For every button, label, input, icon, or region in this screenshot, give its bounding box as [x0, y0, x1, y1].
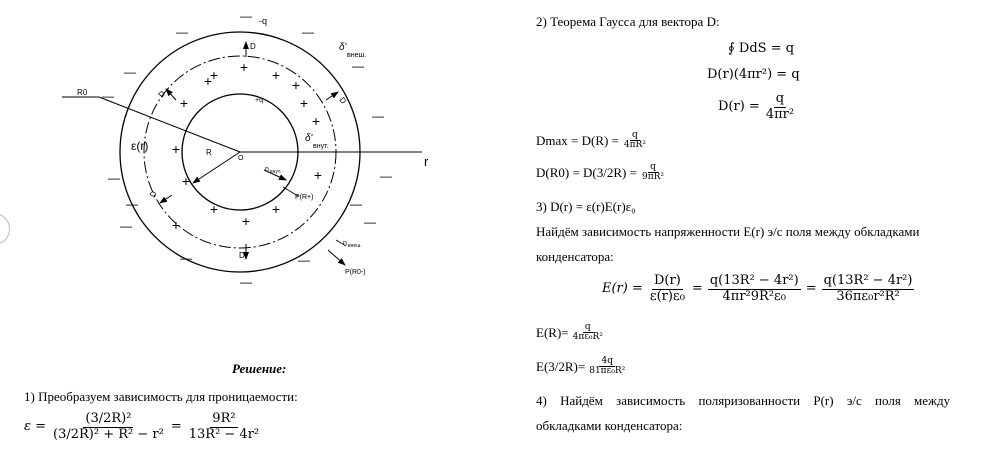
plus-charge: + — [209, 201, 219, 217]
er-f2-den: 4πr²9R²ε₀ — [722, 288, 786, 304]
e32-num: 4q — [601, 356, 613, 366]
er-eq-1: = — [691, 281, 703, 297]
er-f1-num: D(r) — [654, 273, 681, 288]
gauss-eq-2: D(r)(4πr²) = q — [707, 67, 800, 82]
D-arrow-left-down — [160, 195, 172, 203]
step2-text: 2) Теорема Гаусса для вектора D: — [536, 14, 720, 29]
minus-charge: — — [120, 219, 132, 233]
minus-charge: — — [240, 275, 252, 289]
plus-charge: + — [313, 167, 323, 183]
eps-label: ε(r) — [131, 139, 149, 153]
step3-text: 3) D(r) = ε(r)E(r)ε₀ — [536, 199, 636, 214]
R-label: R — [206, 148, 212, 157]
eR-lhs: E(R)= — [536, 324, 569, 340]
plus-charge: + — [203, 73, 213, 89]
n-int-sub: внут. — [270, 169, 282, 175]
O-label: O — [238, 155, 244, 162]
plus-charge: + — [239, 59, 249, 75]
minus-q-label: -q — [259, 16, 268, 26]
n-ext-sub: внеш. — [348, 243, 362, 249]
eps-f1-num: (3/2R)² — [85, 411, 132, 426]
er-f1-den: ε(r)ε₀ — [649, 288, 685, 304]
e32-lhs: E(3/2R)= — [536, 358, 586, 374]
plus-charge: + — [311, 113, 321, 129]
sigma-ext-label: δ' — [339, 42, 347, 53]
er-f2-num: q(13R² − 4r²) — [709, 273, 799, 288]
dr0-num: q — [650, 162, 656, 172]
sigma-int-sub: внут. — [313, 143, 329, 150]
minus-charge: — — [124, 65, 136, 79]
minus-charge: — — [176, 25, 188, 39]
plus-charge: + — [171, 141, 181, 157]
capacitor-diagram — [0, 0, 500, 300]
minus-charge: — — [364, 215, 376, 229]
eps-fraction-2 — [187, 412, 261, 443]
gauss-eq-3 — [718, 92, 796, 123]
D-label-right: D — [337, 95, 349, 106]
minus-charge: — — [126, 197, 138, 211]
sigma-ext-sub: внеш. — [347, 52, 367, 59]
eps-eq: = — [170, 419, 182, 435]
eps-formula — [24, 412, 261, 443]
step1-text: 1) Преобразуем зависимость для проницаемости: — [24, 389, 298, 404]
dr0-eq — [536, 163, 666, 183]
er-lhs: E(r) = — [602, 281, 643, 297]
gauss3-den: 4πr² — [765, 106, 795, 122]
R-radius — [193, 152, 240, 183]
minus-charge: — — [350, 197, 362, 211]
e32-eq — [536, 357, 627, 377]
plus-charge: + — [291, 77, 301, 93]
D-label-top: D — [250, 42, 256, 51]
dmax-num: q — [632, 130, 638, 140]
minus-charge: — — [240, 9, 252, 23]
plus-charge: + — [271, 201, 281, 217]
dmax-lhs: Dmax = D(R) = — [536, 132, 619, 148]
minus-charge: — — [108, 171, 120, 185]
step4-line2: обкладками конденсатора: — [536, 418, 683, 433]
gauss3-num: q — [775, 91, 785, 106]
solution-heading: Решение: — [232, 361, 287, 376]
D-arrow-right — [326, 92, 338, 100]
eR-eq — [536, 323, 605, 343]
e32-den: 81πε₀R² — [589, 366, 626, 377]
D-arrow-left-up — [166, 89, 176, 100]
gauss-eq-1: ∮ DdS = q — [728, 41, 795, 56]
P-R0minus-label: P(R0-) — [345, 269, 366, 276]
minus-charge: — — [380, 169, 392, 183]
P-Rplus-label: P(R+) — [295, 194, 314, 201]
D-label-left-down: D — [147, 189, 159, 199]
n-ext-label: n — [343, 240, 347, 247]
eR-den: 4πε₀R² — [572, 332, 603, 343]
P-R0minus-arrow — [328, 250, 345, 265]
er-formula — [602, 274, 914, 305]
dr0-den: 9πR² — [641, 172, 664, 183]
D-label-left-up: D — [156, 89, 168, 100]
minus-charge: — — [352, 59, 364, 73]
D-label-bottom: D — [239, 251, 245, 260]
minus-charge: — — [298, 253, 310, 267]
plus-charges — [172, 59, 322, 233]
eps-f1-den: (3/2R)² + R² − r² — [53, 426, 164, 442]
plus-charge: + — [179, 95, 189, 111]
minus-charge: — — [302, 25, 314, 39]
dr0-lhs: D(R0) = D(3/2R) = — [536, 164, 637, 180]
plus-q-label: +q — [255, 97, 263, 104]
minus-charge: — — [372, 109, 384, 123]
minus-charge: — — [180, 251, 192, 265]
r-axis-label: r — [424, 154, 429, 169]
er-f3-den: 36πε₀r²R² — [836, 288, 900, 304]
plus-charge: + — [209, 67, 219, 83]
para1-line2: конденсатора: — [536, 249, 614, 264]
eps-f2-num: 9R² — [212, 411, 236, 426]
plus-charge: + — [241, 213, 251, 229]
eps-fraction-1 — [51, 412, 166, 443]
gauss3-lhs: D(r) = — [718, 99, 760, 115]
er-eq-2: = — [805, 281, 817, 297]
para1-line1: Найдём зависимость напряженности E(r) э/с поля между обкладками — [536, 224, 920, 239]
eps-lhs: ε = — [24, 419, 47, 435]
R0-label: R0 — [77, 88, 88, 97]
plus-charge: + — [181, 173, 191, 189]
plus-charge: + — [171, 217, 181, 233]
eps-f2-den: 13R² − 4r² — [188, 426, 260, 442]
eR-num: q — [584, 322, 591, 332]
minus-charge: — — [102, 89, 114, 103]
plus-charge: + — [299, 95, 309, 111]
er-f3-num: q(13R² − 4r²) — [823, 273, 913, 288]
step4-line1: 4) Найдём зависимость поляризованности P(r) э/с поля между — [536, 393, 951, 408]
sigma-int-label: δ' — [305, 133, 313, 144]
plus-charge: + — [271, 67, 281, 83]
dmax-den: 4πR² — [623, 140, 646, 151]
dmax-eq — [536, 131, 648, 151]
n-int-label: n — [265, 166, 269, 173]
